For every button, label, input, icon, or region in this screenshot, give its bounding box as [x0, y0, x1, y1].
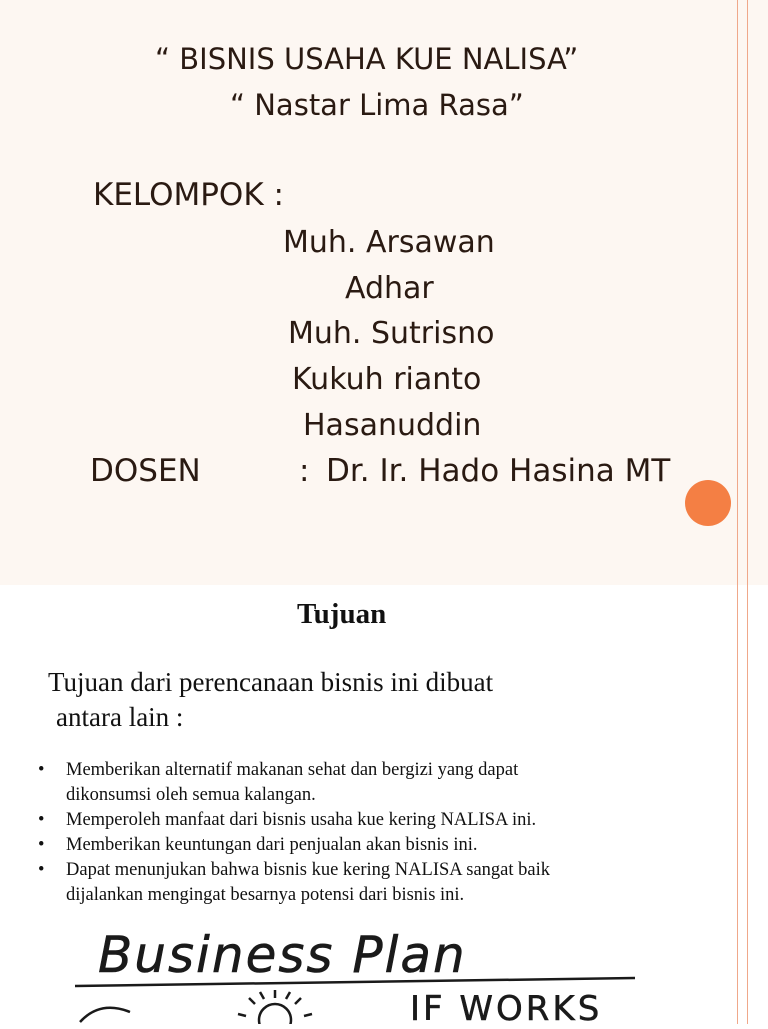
- handwritten-subtitle: IF WORKS: [410, 989, 603, 1024]
- slide-border-right: [747, 0, 748, 1024]
- lecturer-label: DOSEN: [90, 453, 201, 489]
- list-item: [38, 833, 738, 858]
- section-heading: Tujuan: [297, 598, 387, 630]
- list-item: [38, 758, 738, 808]
- member-name: Adhar: [345, 271, 434, 306]
- lecturer-name: Dr. Ir. Hado Hasina MT: [326, 453, 671, 489]
- intro-line-1: Tujuan dari perencanaan bisnis ini dibuat: [48, 667, 494, 697]
- member-name: Kukuh rianto: [292, 362, 482, 397]
- list-item-text: Dapat menunjukan bahwa bisnis kue kering NALISA sangat baik: [66, 860, 550, 880]
- member-name: Muh. Arsawan: [283, 225, 495, 260]
- member-name: Hasanuddin: [303, 408, 482, 443]
- business-plan-sketch: [70, 912, 650, 1024]
- business-plan-image: [70, 912, 650, 1024]
- member-name: Muh. Sutrisno: [288, 316, 495, 351]
- list-item-text: Memperoleh manfaat dari bisnis usaha kue kering NALISA ini.: [66, 810, 537, 830]
- handwritten-title: Business Plan: [98, 926, 467, 984]
- bullet-dot: •: [38, 810, 45, 830]
- group-label: KELOMPOK :: [93, 177, 284, 213]
- title-line-1: “ BISNIS USAHA KUE NALISA”: [155, 42, 579, 76]
- list-item: [38, 808, 738, 833]
- title-line-2: “ Nastar Lima Rasa”: [230, 88, 524, 122]
- goal-list: [38, 758, 738, 908]
- lecturer-separator: :: [299, 453, 310, 489]
- arrow-doodle: [80, 1008, 130, 1022]
- bullet-dot: •: [38, 835, 45, 855]
- orange-circle-decoration: [685, 480, 731, 526]
- list-item: [38, 858, 738, 908]
- list-item-text: dikonsumsi oleh semua kalangan.: [66, 785, 316, 805]
- bullet-dot: •: [38, 860, 45, 880]
- list-item-text: Memberikan keuntungan dari penjualan akan bisnis ini.: [66, 835, 478, 855]
- list-item-text: Memberikan alternatif makanan sehat dan bergizi yang dapat: [66, 760, 519, 780]
- bullet-dot: •: [38, 760, 45, 780]
- intro-line-2: antara lain :: [56, 702, 184, 732]
- list-item-text: dijalankan mengingat besarnya potensi dari bisnis ini.: [66, 885, 465, 905]
- lightbulb-icon: [238, 990, 312, 1024]
